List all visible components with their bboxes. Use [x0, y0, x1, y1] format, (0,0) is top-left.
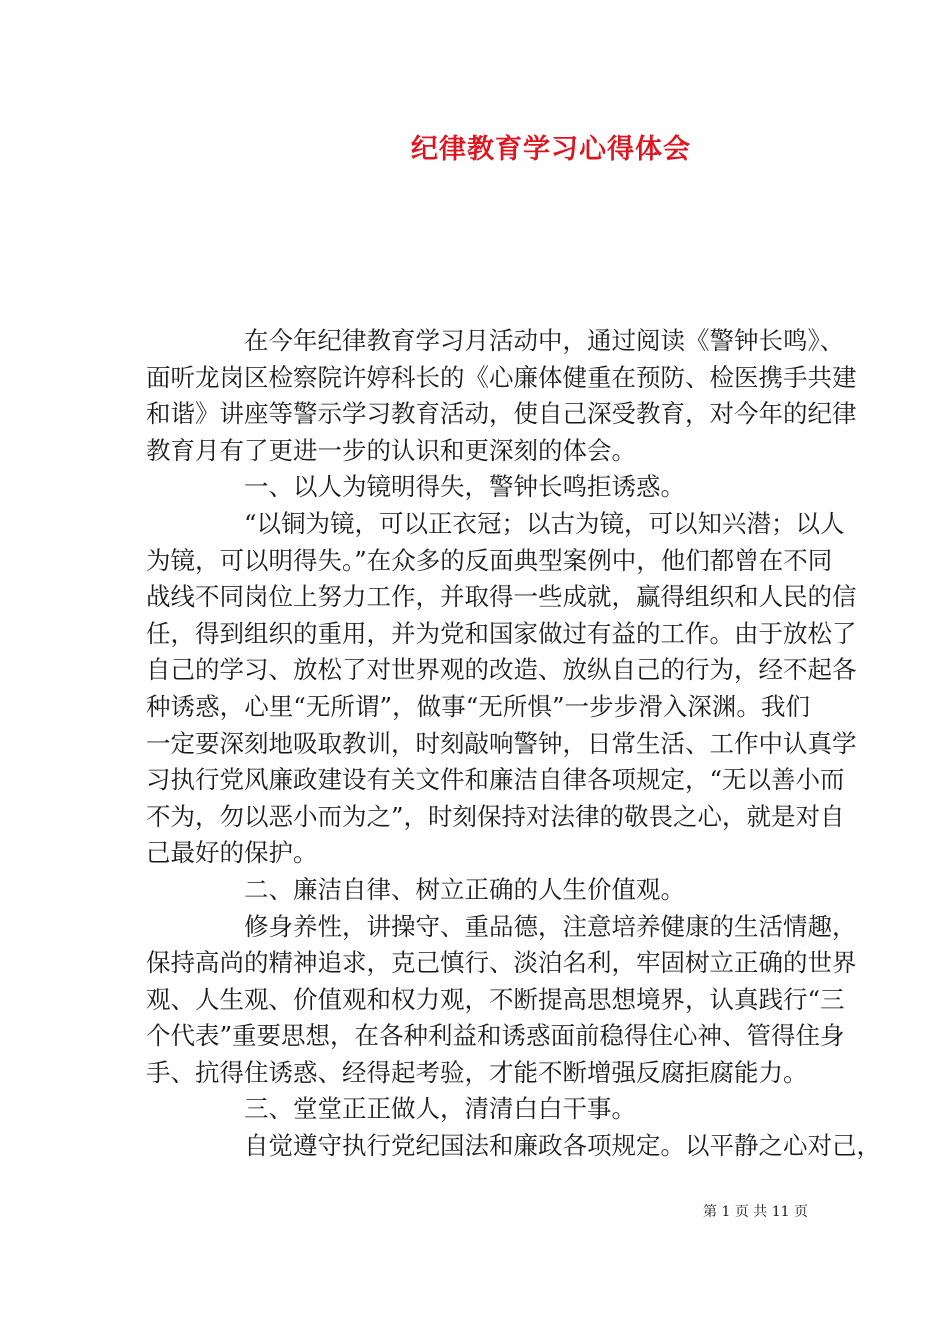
paragraph-line: 一定要深刻地吸取教训，时刻敲响警钟，日常生活、工作中认真学 [146, 728, 857, 758]
paragraph-line: 自觉遵守执行党纪国法和廉政各项规定。以平静之心对己， [244, 1131, 881, 1161]
document-body [146, 323, 881, 1165]
paragraph-line: 面听龙岗区检察院许婷科长的《心廉体健重在预防、检医携手共建 [146, 362, 857, 392]
paragraph-line: “以铜为镜，可以正衣冠；以古为镜，可以知兴潜；以人 [244, 508, 845, 538]
paragraph-line: 在今年纪律教育学习月活动中，通过阅读《警钟长鸣》、 [244, 326, 845, 355]
paragraph-line: 习执行党风廉政建设有关文件和廉洁自律各项规定，“无以善小而 [146, 765, 845, 795]
paragraph-line: 不为，勿以恶小而为之”，时刻保持对法律的敬畏之心，就是对自 [146, 801, 845, 831]
paragraph-line: 自己的学习、放松了对世界观的改造、放纵自己的行为，经不起各 [146, 655, 857, 685]
page-number-footer: 第 1 页 共 11 页 [703, 1204, 808, 1220]
paragraph-line: 观、人生观、价值观和权力观，不断提高思想境界，认真践行“三 [146, 984, 845, 1014]
paragraph-line: 手、抗得住诱惑、经得起考验，才能不断增强反腐拒腐能力。 [146, 1057, 808, 1087]
paragraph-line: 种诱惑，心里“无所谓”，做事“无所惧”一步步滑入深渊。我们 [146, 691, 810, 721]
paragraph-line: 为镜，可以明得失。”在众多的反面典型案例中，他们都曾在不同 [146, 545, 833, 575]
paragraph-line: 保持高尚的精神追求，克己慎行、淡泊名利，牢固树立正确的世界 [146, 948, 857, 978]
paragraph-line: 己最好的保护。 [146, 838, 318, 868]
document-title: 纪律教育学习心得体会 [411, 134, 691, 165]
paragraph-line: 一、以人为镜明得失，警钟长鸣拒诱惑。 [244, 472, 685, 502]
paragraph-line: 二、廉洁自律、树立正确的人生价值观。 [244, 874, 685, 904]
paragraph-line: 战线不同岗位上努力工作，并取得一些成就，赢得组织和人民的信 [146, 582, 857, 612]
paragraph-line: 三、堂堂正正做人，清清白白干事。 [244, 1094, 636, 1124]
paragraph-line: 和谐》讲座等警示学习教育活动，使自己深受教育，对今年的纪律 [146, 399, 857, 429]
paragraph-line: 教育月有了更进一步的认识和更深刻的体会。 [146, 435, 636, 465]
paragraph-line: 任，得到组织的重用，并为党和国家做过有益的工作。由于放松了 [146, 618, 857, 648]
paragraph-line: 修身养性，讲操守、重品德，注意培养健康的生活情趣， [244, 911, 857, 941]
paragraph-line: 个代表”重要思想，在各种利益和诱惑面前稳得住心神、管得住身 [146, 1021, 845, 1051]
